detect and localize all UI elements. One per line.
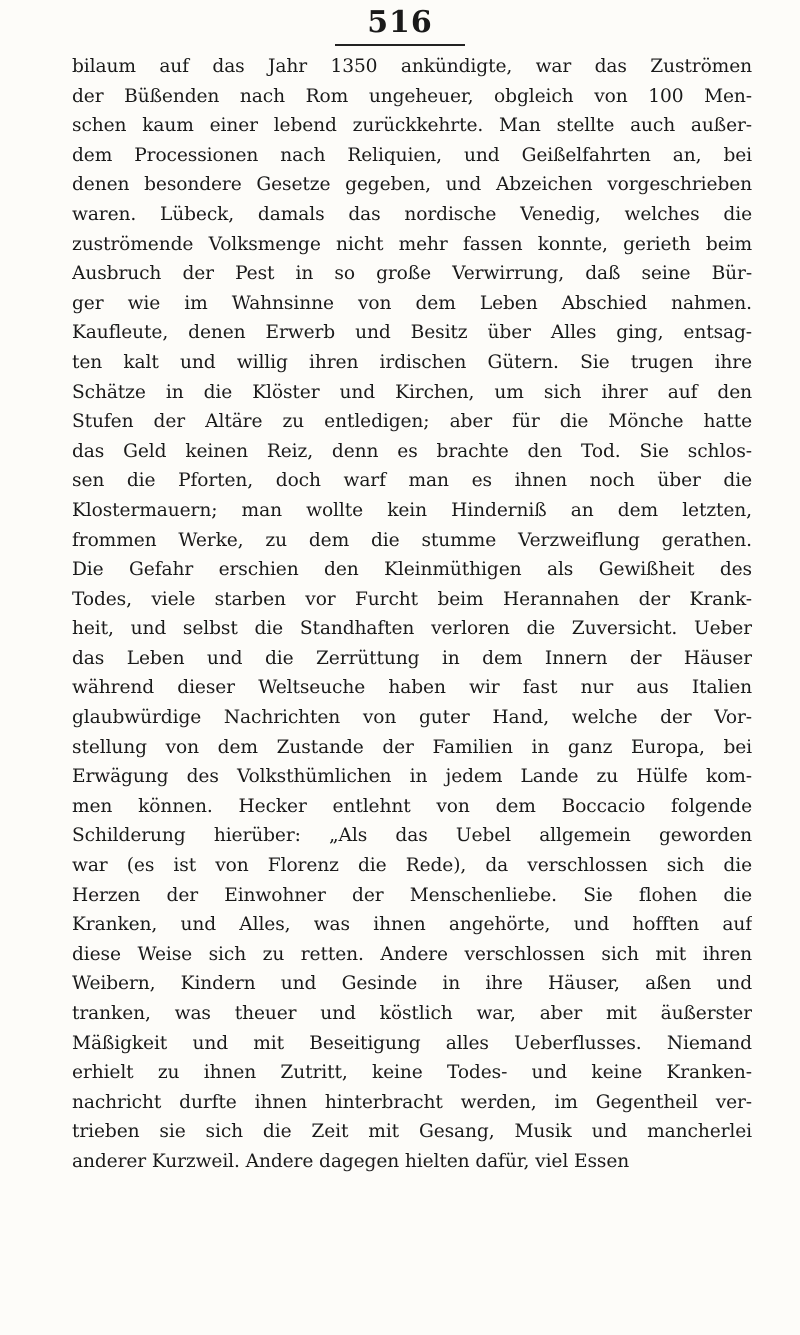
- text-line: stellung von dem Zustande der Familien in ganz Europa, bei: [72, 736, 752, 758]
- text-line: bilaum auf das Jahr 1350 ankündigte, war das Zuströmen: [72, 56, 752, 77]
- text-line: Ausbruch der Pest in so große Verwirrung, daß seine Bür-: [72, 263, 752, 285]
- text-line: Die Gefahr erschien den Kleinmüthigen als Gewißheit des: [72, 559, 752, 581]
- text-line: Stufen der Altäre zu entledigen; aber für die Mönche hatte: [72, 411, 752, 433]
- text-line: zuströmende Volksmenge nicht mehr fassen konnte, gerieth beim: [72, 233, 752, 255]
- text-line: tranken, was theuer und köstlich war, aber mit äußerster: [72, 1003, 752, 1024]
- text-line: trieben sie sich die Zeit mit Gesang, Musik und mancherlei: [72, 1121, 752, 1143]
- text-line: ger wie im Wahnsinne von dem Leben Abschied nahmen.: [72, 292, 752, 314]
- page-number: 516: [367, 5, 433, 40]
- text-line: Klostermauern; man wollte kein Hinderniß an dem letzten,: [72, 499, 752, 521]
- text-line: Erwägung des Volksthümlichen in jedem Lande zu Hülfe kom-: [72, 766, 752, 788]
- text-line: ten kalt und willig ihren irdischen Gütern. Sie trugen ihre: [72, 351, 752, 373]
- text-line: Kranken, und Alles, was ihnen angehörte, und hofften auf: [72, 914, 752, 936]
- text-line: Schätze in die Klöster und Kirchen, um sich ihrer auf den: [72, 381, 752, 403]
- text-line: war (es ist von Florenz die Rede), da verschlossen sich die: [72, 855, 752, 877]
- text-line: anderer Kurzweil. Andere dagegen hielten dafür, viel Essen: [72, 1150, 630, 1172]
- text-line: nachricht durfte ihnen hinterbracht werden, im Gegentheil ver-: [72, 1091, 752, 1113]
- text-line: sen die Pforten, doch warf man es ihnen noch über die: [72, 470, 752, 492]
- text-line: Schilderung hierüber: „Als das Uebel allgemein geworden: [72, 825, 752, 847]
- text-line: das Leben und die Zerrüttung in dem Innern der Häuser: [72, 647, 752, 669]
- text-line: diese Weise sich zu retten. Andere verschlossen sich mit ihren: [72, 943, 752, 965]
- text-line: frommen Werke, zu dem die stumme Verzweiflung gerathen.: [72, 529, 752, 551]
- header-rule: [335, 44, 465, 46]
- text-line: Todes, viele starben vor Furcht beim Herannahen der Krank-: [72, 588, 752, 610]
- text-line: Kaufleute, denen Erwerb und Besitz über Alles ging, entsag-: [72, 322, 752, 344]
- text-line: das Geld keinen Reiz, denn es brachte den Tod. Sie schlos-: [72, 440, 752, 462]
- text-line: der Büßenden nach Rom ungeheuer, obgleich von 100 Men-: [72, 85, 752, 107]
- text-line: men können. Hecker entlehnt von dem Boccacio folgende: [72, 795, 752, 817]
- text-line: Herzen der Einwohner der Menschenliebe. Sie flohen die: [72, 884, 752, 906]
- text-line: glaubwürdige Nachrichten von guter Hand, welche der Vor-: [72, 707, 752, 729]
- text-line: während dieser Weltseuche haben wir fast nur aus Italien: [72, 677, 752, 699]
- text-line: waren. Lübeck, damals das nordische Venedig, welches die: [72, 203, 752, 225]
- text-line: schen kaum einer lebend zurückkehrte. Man stellte auch außer-: [72, 115, 752, 137]
- text-line: dem Processionen nach Reliquien, und Geißelfahrten an, bei: [72, 144, 752, 166]
- text-line: heit, und selbst die Standhaften verloren die Zuversicht. Ueber: [72, 618, 752, 640]
- text-line: Mäßigkeit und mit Beseitigung alles Ueberflusses. Niemand: [72, 1032, 752, 1054]
- body-text: [72, 52, 752, 1177]
- text-line: Weibern, Kindern und Gesinde in ihre Häuser, aßen und: [72, 973, 752, 995]
- text-line: denen besondere Gesetze gegeben, und Abzeichen vorgeschrieben: [72, 174, 752, 196]
- text-line: erhielt zu ihnen Zutritt, keine Todes- und keine Kranken-: [72, 1062, 752, 1084]
